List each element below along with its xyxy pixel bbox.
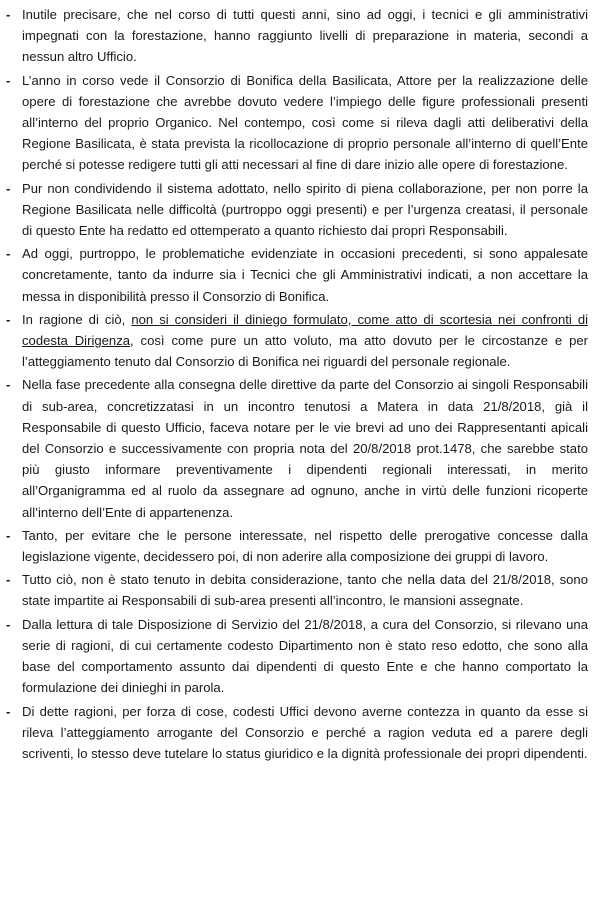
paragraph-text: Dalla lettura di tale Disposizione di Servizio del 21/8/2018, a cura del Consorzio, si rilevano una serie di ragioni, di cui certamente codesto Dipartimento non è stato reso edotto, che sono alla base del comportamento assunto dai dipendenti di questo Ente e che hanno comportato la formulazione dei dinieghi in parola.	[22, 616, 588, 696]
bullet-dash: -	[6, 616, 11, 632]
bullet-dash: -	[6, 572, 11, 588]
paragraph-text: Pur non condividendo il sistema adottato, nello spirito di piena collaborazione, per non porre la Regione Basilicata nelle difficoltà (purtroppo oggi presenti) e per l’urgenza creatasi, il personale di questo Ente ha redatto ed ottemperato a quanto richiesto dai propri Responsabili.	[22, 180, 588, 239]
paragraph-text-before: In ragione di ciò,	[22, 311, 132, 327]
bullet-dash: -	[6, 72, 11, 88]
paragraph	[0, 701, 600, 765]
paragraph	[0, 525, 600, 567]
paragraph-text-after: , così come pure un atto voluto, ma atto dovuto per le circostanze e per l’atteggiamento tenuto dal Consorzio di Bonifica nei riguardi del personale regionale.	[22, 333, 588, 370]
bullet-dash: -	[6, 703, 11, 719]
paragraph	[0, 374, 600, 522]
paragraph	[0, 178, 600, 242]
paragraph-text: Ad oggi, purtroppo, le problematiche evidenziate in occasioni precedenti, si sono appalesate concretamente, tanto da indurre sia i Tecnici che gli Amministrativi indicati, a non accettare la messa in disponibilità presso il Consorzio di Bonifica.	[22, 246, 588, 304]
paragraph	[0, 569, 600, 611]
bullet-dash: -	[6, 246, 11, 262]
bullet-dash: -	[6, 311, 11, 327]
paragraph-text: Tanto, per evitare che le persone interessate, nel rispetto delle prerogative concesse dalla legislazione vigente, decidessero poi, di non aderire alla composizione dei gruppi di lavoro.	[22, 527, 588, 565]
bullet-dash: -	[6, 180, 11, 196]
paragraph	[0, 4, 600, 68]
paragraph-text: Nella fase precedente alla consegna delle direttive da parte del Consorzio ai singoli Responsabili di sub-area, concretizzatasi in un incontro tenutosi a Matera in data 21/8/2018, già il Responsabile di questo Ufficio, faceva notare per le vie brevi ad uno dei Rappresentanti apicali del Consorzio e successivamente con propria nota del 20/8/2018 prot.1478, che sarebbe stato più giusto informare preventivamente i dipendenti regionali interessati, in merito all’Organigramma ed al ruolo da assegnare ad ognuno, anche in virtù delle funzioni ricoperte all’interno dell’Ente di appartenenza.	[22, 377, 588, 520]
paragraph	[0, 309, 600, 373]
bullet-dash: -	[6, 377, 11, 393]
paragraph-text: Tutto ciò, non è stato tenuto in debita considerazione, tanto che nella data del 21/8/2018, sono state impartite ai Responsabili di sub-area presenti all’incontro, le mansioni assegnate.	[22, 572, 588, 609]
paragraph-text: L’anno in corso vede il Consorzio di Bonifica della Basilicata, Attore per la realizzazione delle opere di forestazione che avrebbe dovuto vedere l’impiego delle figure professionali presenti all’interno del proprio Organico. Nel contempo, così come si rileva dagli atti deliberativi della Regione Basilicata, è stata prevista la ricollocazione di proprio personale all’interno di quell’Ente perché si potesse redigere tutti gli atti necessari al fine di dare inizio alle opere di forestazione.	[22, 72, 588, 173]
paragraph-text: Di dette ragioni, per forza di cose, codesti Uffici devono averne contezza in quanto da esse si rileva l’atteggiamento arrogante del Consorzio e perché a ragion veduta ed a parere degli scriventi, lo stesso deve tutelare lo status giuridico e la dignità professionale dei propri dipendenti.	[22, 703, 588, 761]
bullet-dash: -	[6, 7, 11, 22]
paragraph	[0, 70, 600, 176]
paragraph	[0, 614, 600, 699]
paragraph-text: Inutile precisare, che nel corso di tutti questi anni, sino ad oggi, i tecnici e gli amministrativi impegnati con la forestazione, hanno raggiunto livelli di preparazione in materia, secondi a nessun altro Ufficio.	[22, 7, 588, 65]
bullet-dash: -	[6, 527, 11, 543]
paragraph	[0, 243, 600, 307]
underlined-text: non si consideri il diniego formulato, come atto di scortesia nei confronti di codesta Dirigenza	[22, 311, 589, 349]
document-body	[0, 4, 600, 766]
